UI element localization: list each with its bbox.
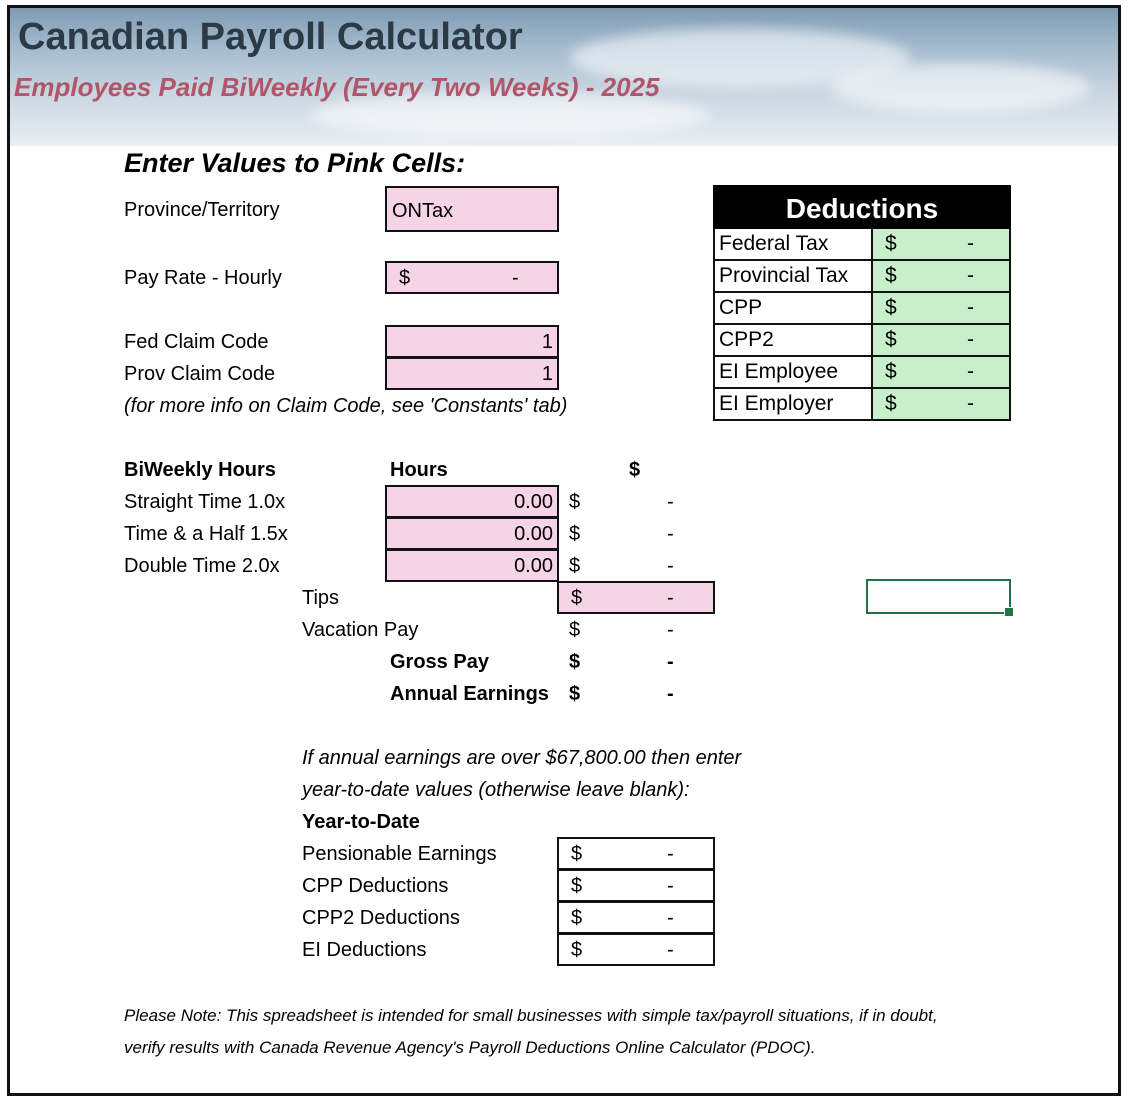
deduction-row (713, 229, 1011, 261)
deduction-value-cell[interactable] (873, 261, 1009, 291)
time-and-half-hours-input[interactable] (385, 517, 559, 550)
tips-currency: $ (571, 587, 583, 609)
header-banner (10, 8, 1118, 146)
deduction-label: CPP2 (715, 325, 873, 355)
double-time-hours-input[interactable] (385, 549, 559, 582)
pay-rate-value: - (512, 267, 519, 289)
straight-time-currency: $ (569, 491, 581, 513)
prov-claim-input[interactable] (385, 357, 559, 390)
tips-value: - (667, 587, 674, 609)
province-input[interactable] (385, 186, 559, 232)
inputs-heading: Enter Values to Pink Cells: (124, 148, 466, 178)
currency-symbol: $ (885, 392, 897, 415)
pensionable-earnings-label: Pensionable Earnings (302, 843, 497, 865)
gross-pay-currency: $ (569, 651, 581, 673)
deduction-row (713, 357, 1011, 389)
double-time-currency: $ (569, 555, 581, 577)
deduction-row (713, 261, 1011, 293)
deductions-table (713, 185, 1011, 421)
annual-earnings-amount: - (667, 683, 674, 705)
ei-deductions-label: EI Deductions (302, 939, 427, 961)
vacation-pay-amount: - (667, 619, 674, 641)
claim-code-note: (for more info on Claim Code, see 'Constants' tab) (124, 395, 568, 417)
cpp-deductions-input[interactable] (557, 869, 715, 902)
deduction-row (713, 293, 1011, 325)
annual-earnings-currency: $ (569, 683, 581, 705)
footer-note-line2: verify results with Canada Revenue Agency's Payroll Deductions Online Calculator (PDOC). (124, 1038, 816, 1057)
pensionable-earnings-value: - (667, 843, 674, 865)
fed-claim-value: 1 (541, 331, 553, 353)
prov-claim-value: 1 (541, 363, 553, 385)
double-time-hours: 0.00 (514, 555, 553, 577)
currency-symbol: $ (885, 328, 897, 351)
deduction-row (713, 325, 1011, 357)
deduction-value: - (967, 328, 974, 351)
prov-claim-label: Prov Claim Code (124, 363, 276, 385)
ei-deductions-input[interactable] (557, 933, 715, 966)
currency-symbol: $ (571, 843, 583, 865)
currency-symbol: $ (571, 939, 583, 961)
time-and-half-label: Time & a Half 1.5x (124, 523, 288, 545)
currency-symbol: $ (885, 264, 897, 287)
page-title: Canadian Payroll Calculator (18, 16, 523, 58)
tips-label: Tips (302, 587, 340, 609)
deduction-value-cell[interactable] (873, 357, 1009, 387)
biweekly-hours-label: BiWeekly Hours (124, 459, 276, 481)
deduction-label: EI Employer (715, 389, 873, 419)
deduction-label: CPP (715, 293, 873, 323)
fed-claim-input[interactable] (385, 325, 559, 358)
currency-symbol: $ (885, 360, 897, 383)
ytd-heading: Year-to-Date (302, 811, 420, 833)
double-time-label: Double Time 2.0x (124, 555, 280, 577)
province-label: Province/Territory (124, 199, 280, 221)
cpp2-deductions-label: CPP2 Deductions (302, 907, 460, 929)
selected-cell[interactable] (866, 579, 1011, 614)
deduction-label: Federal Tax (715, 229, 873, 259)
time-and-half-hours: 0.00 (514, 523, 553, 545)
gross-pay-amount: - (667, 651, 674, 673)
deduction-label: EI Employee (715, 357, 873, 387)
pensionable-earnings-input[interactable] (557, 837, 715, 870)
currency-symbol: $ (571, 875, 583, 897)
deduction-value: - (967, 232, 974, 255)
deduction-value: - (967, 360, 974, 383)
footer-note-line1: Please Note: This spreadsheet is intended for small businesses with simple tax/payroll situations, if in doubt, (124, 1006, 938, 1025)
fill-handle[interactable] (1004, 607, 1014, 617)
cpp2-deductions-input[interactable] (557, 901, 715, 934)
straight-time-hours-input[interactable] (385, 485, 559, 518)
straight-time-amount: - (667, 491, 674, 513)
pay-rate-label: Pay Rate - Hourly (124, 267, 282, 289)
currency-symbol: $ (571, 907, 583, 929)
currency-symbol: $ (885, 232, 897, 255)
deduction-label: Provincial Tax (715, 261, 873, 291)
straight-time-label: Straight Time 1.0x (124, 491, 286, 513)
pay-rate-currency: $ (399, 267, 411, 289)
cpp-deductions-label: CPP Deductions (302, 875, 449, 897)
cpp-deductions-value: - (667, 875, 674, 897)
deduction-value: - (967, 296, 974, 319)
ei-deductions-value: - (667, 939, 674, 961)
spreadsheet-frame (7, 5, 1121, 1096)
double-time-amount: - (667, 555, 674, 577)
currency-symbol: $ (885, 296, 897, 319)
cpp2-deductions-value: - (667, 907, 674, 929)
deduction-row (713, 389, 1011, 421)
time-and-half-currency: $ (569, 523, 581, 545)
deduction-value: - (967, 264, 974, 287)
fed-claim-label: Fed Claim Code (124, 331, 269, 353)
hours-column-header: Hours (390, 459, 448, 481)
page-subtitle: Employees Paid BiWeekly (Every Two Weeks) - 2025 (14, 72, 660, 102)
ytd-note-line1: If annual earnings are over $67,800.00 then enter (302, 747, 742, 769)
deduction-value-cell[interactable] (873, 293, 1009, 323)
deduction-value-cell[interactable] (873, 325, 1009, 355)
deduction-value: - (967, 392, 974, 415)
deduction-value-cell[interactable] (873, 389, 1009, 419)
annual-earnings-label: Annual Earnings (390, 683, 549, 705)
dollar-column-header: $ (629, 459, 641, 481)
deductions-heading: Deductions (713, 185, 1011, 229)
vacation-pay-label: Vacation Pay (302, 619, 419, 641)
gross-pay-label: Gross Pay (390, 651, 489, 673)
time-and-half-amount: - (667, 523, 674, 545)
tips-input[interactable] (557, 581, 715, 614)
straight-time-hours: 0.00 (514, 491, 553, 513)
vacation-pay-currency: $ (569, 619, 581, 641)
pay-rate-input[interactable] (385, 261, 559, 294)
ytd-note-line2: year-to-date values (otherwise leave blank): (302, 779, 690, 801)
province-value: ONTax (392, 200, 454, 222)
deduction-value-cell[interactable] (873, 229, 1009, 259)
